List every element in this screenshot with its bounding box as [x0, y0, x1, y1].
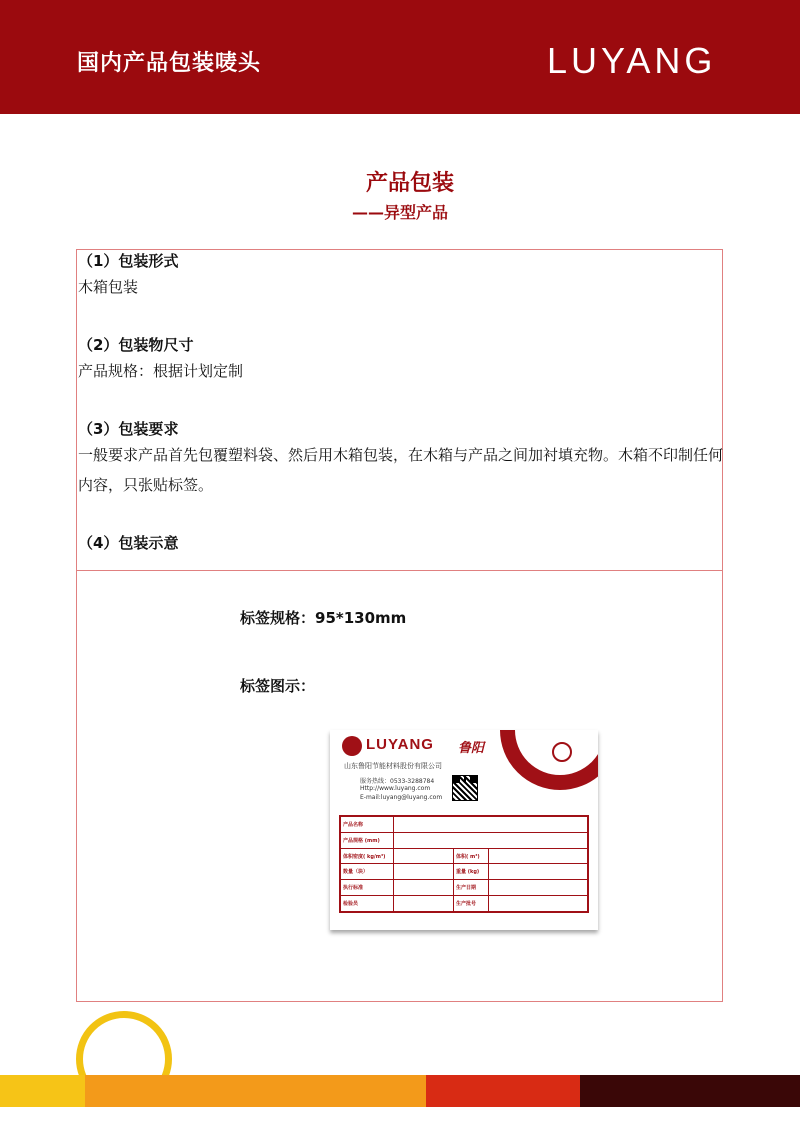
label-website: Http://www.luyang.com: [360, 785, 431, 792]
table-row: [340, 880, 588, 896]
field-date: 生产日期: [454, 880, 489, 896]
label-decor-ring: [500, 730, 598, 790]
table-row: [340, 864, 588, 880]
footer-band-dark: [580, 1075, 800, 1107]
section-heading-form: （1）包装形式: [78, 252, 179, 270]
table-row: [340, 816, 588, 832]
section-text-form: 木箱包装: [78, 278, 139, 296]
table-row: [340, 832, 588, 848]
footer-band-red: [426, 1075, 580, 1107]
label-brand-cn: 鲁阳: [458, 741, 485, 756]
page-title: 产品包装: [365, 171, 454, 196]
section-heading-size: （2）包装物尺寸: [78, 336, 194, 354]
section-text-requirements: 一般要求产品首先包覆塑料袋、然后用木箱包装，在木箱与产品之间加衬填充物。木箱不印制任何内容，只张贴标签。: [78, 446, 724, 494]
field-density: 体积密度( kg/m³): [340, 848, 394, 864]
field-volume: 体积( m³): [454, 848, 489, 864]
table-row: [340, 848, 588, 864]
field-name: 产品名称: [340, 816, 394, 832]
label-company: 山东鲁阳节能材料股份有限公司: [344, 762, 442, 770]
footer-color-bar: [0, 1075, 800, 1107]
label-image: [330, 730, 598, 930]
field-batch: 生产批号: [454, 896, 489, 912]
footer-band-orange: [85, 1075, 426, 1107]
section-heading-requirements: （3）包装要求: [78, 420, 179, 438]
label-seal-icon: [552, 742, 572, 762]
field-weight: 重量 (kg): [454, 864, 489, 880]
label-brand: LUYANG: [366, 736, 434, 753]
section-text-size: 产品规格：根据计划定制: [78, 362, 244, 380]
label-email: E-mail:luyang@luyang.com: [360, 794, 443, 801]
table-row: [340, 896, 588, 912]
label-spec: 标签规格：95*130mm: [240, 609, 407, 627]
label-field-table: [339, 815, 589, 913]
footer-band-yellow: [0, 1075, 85, 1107]
section-heading-illustration: （4）包装示意: [78, 534, 179, 552]
luyang-logo: LUYANG: [547, 40, 717, 81]
label-caption: 标签图示：: [240, 677, 316, 695]
field-standard: 执行标准: [340, 880, 394, 896]
label-logo-icon: [342, 736, 362, 756]
page-header: [0, 0, 800, 114]
label-hotline: 服务热线：0533-3288784: [360, 778, 435, 785]
header-title: 国内产品包装唛头: [77, 51, 262, 76]
field-inspector: 检验员: [340, 896, 394, 912]
page-subtitle: ——异型产品: [352, 203, 449, 222]
field-quantity: 数量（块）: [340, 864, 394, 880]
qr-code-icon: [452, 775, 478, 801]
field-size: 产品规格 (mm): [340, 832, 394, 848]
